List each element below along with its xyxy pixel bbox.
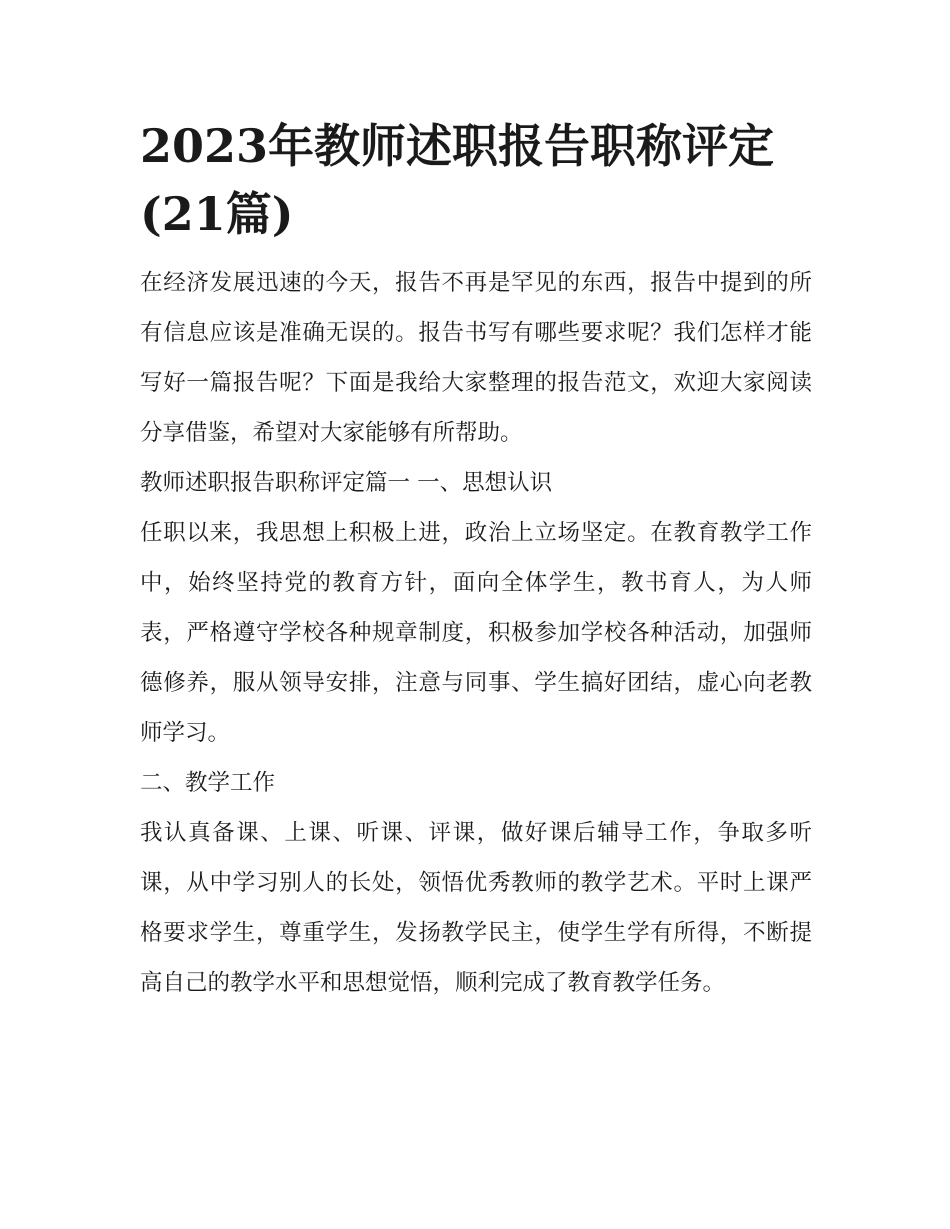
section-1-heading: 教师述职报告职称评定篇一 一、思想认识 (140, 470, 553, 496)
document-body (140, 258, 812, 1008)
section-1-paragraph: 任职以来，我思想上积极上进，政治上立场坚定。在教育教学工作中，始终坚持党的教育方针，面向全体学生，教书育人，为人师表，严格遵守学校各种规章制度，积极参加学校各种活动，加强师德修养，服从领导安排，注意与同事、学生搞好团结，虚心向老教师学习。 (140, 520, 812, 746)
intro-paragraph: 在经济发展迅速的今天，报告不再是罕见的东西，报告中提到的所有信息应该是准确无误的。报告书写有哪些要求呢？我们怎样才能写好一篇报告呢？下面是我给大家整理的报告范文，欢迎大家阅读分享借鉴，希望对大家能够有所帮助。 (140, 270, 812, 446)
document-title (140, 112, 812, 248)
section-2-heading: 二、教学工作 (140, 770, 276, 796)
section-2-paragraph: 我认真备课、上课、听课、评课，做好课后辅导工作，争取多听课，从中学习别人的长处，领悟优秀教师的教学艺术。平时上课严格要求学生，尊重学生，发扬教学民主，使学生学有所得，不断提高自己的教学水平和思想觉悟，顺利完成了教育教学任务。 (140, 820, 812, 996)
document-page (140, 112, 812, 1008)
title-line-2: (21篇) (140, 187, 294, 241)
title-line-1: 2023年教师述职报告职称评定 (140, 119, 775, 173)
